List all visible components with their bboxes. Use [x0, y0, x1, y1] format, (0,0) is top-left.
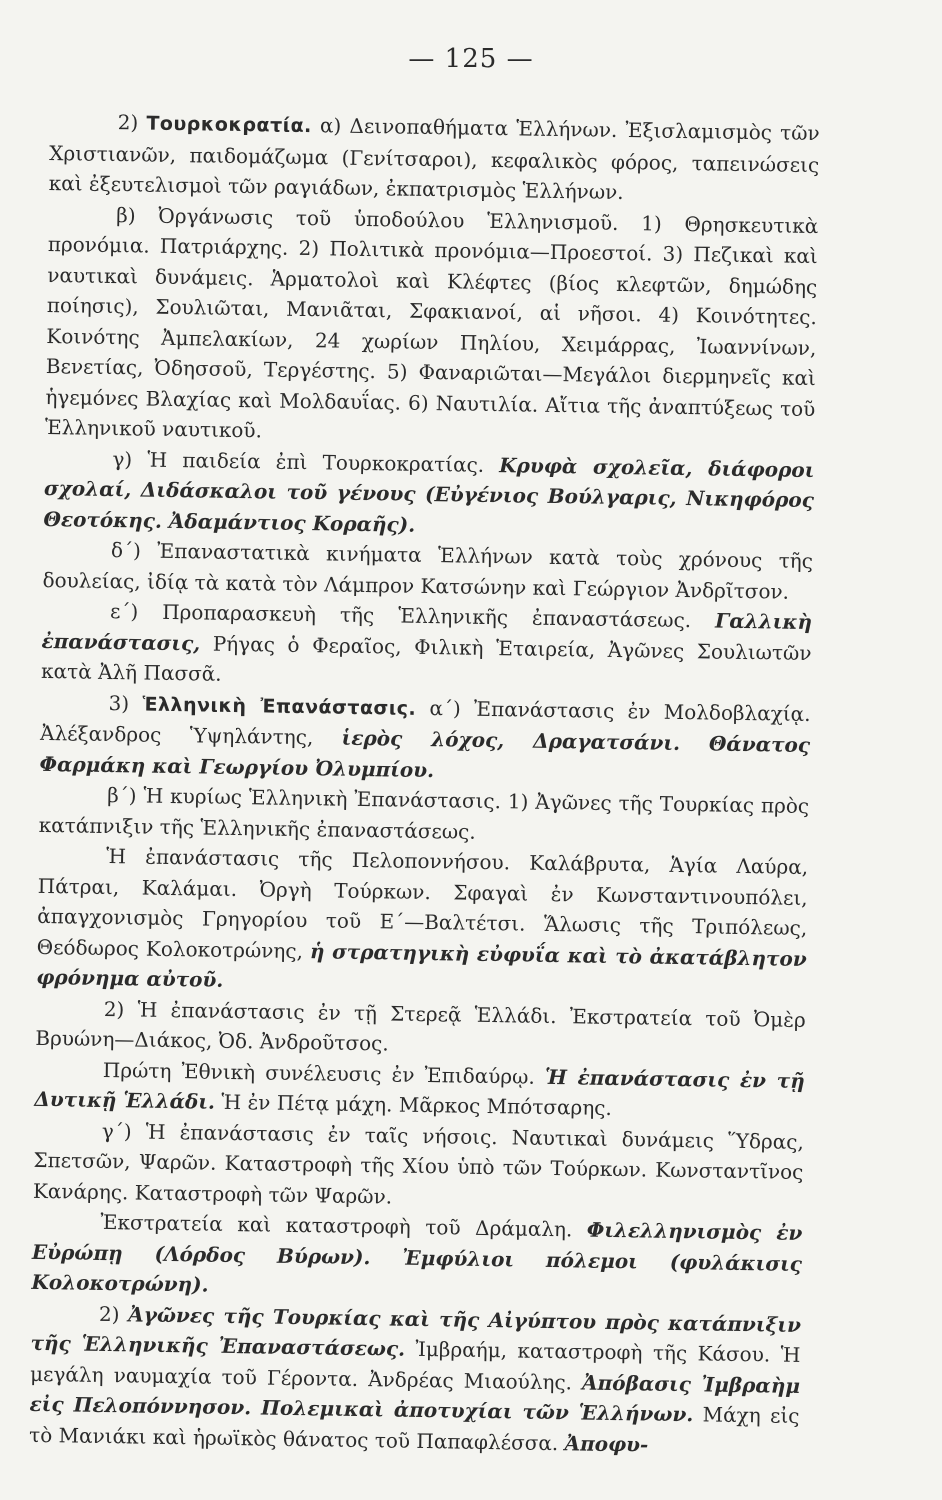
section-heading: Τουρκοκρατία. [146, 112, 313, 138]
emphasized-text: Φιλελληνισμὸς ἐν Εὐρώπῃ (Λόρδος Βύρων). Ἐμφύλιοι πόλεμοι (φυλάκισις Κολοκοτρώνη). [31, 1217, 803, 1297]
text-run: α) Δεινοπαθήματα Ἑλλήνων. Ἐξισλαμισμὸς τῶν Χριστιανῶν, παιδομάζωμα (Γενίτσαροι), κεφαλικὸς φόρος, ταπεινώσεις καὶ ἐξευτελισμοὶ τῶν ραγιάδων, ἐκπατρισμὸς Ἑλλήνων. [48, 113, 820, 205]
emphasized-text: ἡ στρατηγικὴ εὐφυΐα καὶ τὸ ἀκατάβλητον φρόνημα αὐτοῦ. [36, 938, 807, 992]
text-run: γ) Ἡ παιδεία ἐπὶ Τουρκοκρατίας. [112, 446, 500, 477]
text-run: 2) Ἡ ἐπανάστασις ἐν τῇ Στερεᾷ Ἑλλάδι. Ἐκστρατεία τοῦ Ὀμὲρ Βρυώνη—Διάκος, Ὀδ. Ἀνδροῦτσος. [35, 996, 806, 1056]
paragraph-elliniki-epanastasis [39, 686, 810, 791]
emphasized-text: Γαλλικὴ ἐπανάστασις, [41, 608, 813, 655]
paragraph-epidavros [34, 1053, 805, 1126]
text-run: γ΄) Ἡ ἐπανάστασις ἐν ταῖς νήσοις. Ναυτικαὶ δυνάμεις Ὕδρας, Σπετσῶν, Ψαρῶν. Καταστροφὴ τῆς Χίου ὑπὸ τῶν Τούρκων. Κωνσταντῖνος Κανάρης. Καταστροφὴ τῶν Ψαρῶν. [32, 1118, 805, 1209]
emphasized-text: ἱερὸς λόχος, Δραγατσάνι. Θάνατος Φαρμάκη καὶ Γεωργίου Ὀλυμπίου. [39, 725, 811, 782]
page-text [29, 106, 820, 1462]
paragraph-tourkokratia [49, 106, 820, 211]
text-run: β) Ὀργάνωσις τοῦ ὑποδούλου Ἑλληνισμοῦ. 1) Θρησκευτικὰ προνόμια. Πατριάρχης. 2) Πολιτικὰ προνόμια—Προεστοί. 3) Πεζικαὶ καὶ ναυτικαὶ δυνάμεις. Ἁρματολοὶ καὶ Κλέφτες (βίος κλεφτῶν, δημώδης ποίησις), Σουλιῶται, Μανιᾶται, Σφακιανοί, αἱ νῆσοι. 4) Κοινότητες. Κοινότης Ἀμπελακίων, 24 χωρίων Πηλίου, Χειμάρρας, Ἰωαννίνων, Βενετίας, Ὀδησσοῦ, Τεργέστης. 5) Φαναριῶται—Μεγάλοι διερμηνεῖς καὶ ἡγεμόνες Βλαχίας καὶ Μολδαυΐας. 6) Ναυτιλία. Αἴτια τῆς ἀναπτύξεως τοῦ Ἑλληνικοῦ ναυτικοῦ. [44, 202, 819, 443]
paragraph-organosis [45, 198, 819, 454]
paragraph-paideia [43, 442, 814, 546]
text-run: Μάχη εἰς τὸ Μανιάκι καὶ ἡρωϊκὸς θάνατος τοῦ Παπαφλέσσα. [28, 1402, 800, 1455]
text-run: Ἡ ἐπανάστασις τῆς Πελοποννήσου. Καλάβρυτα, Ἁγία Λαύρα, Πάτραι, Καλάμαι. Ὀργὴ Τούρκων. Σφαγαὶ ἐν Κωνσταντινουπόλει, ἀπαγχονισμὸς Γρηγορίου τοῦ Ε΄—Βαλτέτσι. Ἅλωσις τῆς Τριπόλεως, Θεόδωρος Κολοκοτρώνης, [36, 843, 809, 963]
emphasized-text: Ἀπόβασις Ἰμβραὴμ εἰς Πελοπόννησον. Πολεμικαὶ ἀποτυχίαι τῶν Ἑλλήνων. [29, 1370, 801, 1427]
text-run: α΄) Ἐπανάστασις ἐν Μολδοβλαχίᾳ. Ἀλέξανδρος Ὑψηλάντης, [39, 695, 811, 750]
text-run: Ρήγας ὁ Φεραῖος, Φιλικὴ Ἑταιρεία, Ἀγῶνες Σουλιωτῶν κατὰ Ἀλῆ Πασσᾶ. [40, 630, 812, 686]
paragraph-proparaskevi [41, 595, 812, 699]
paragraph-peloponnisos [36, 840, 808, 1005]
emphasized-text: Ἀποφυ- [564, 1430, 649, 1457]
text-run: 2) [98, 1301, 129, 1326]
text-run: Πρώτη Ἐθνικὴ συνέλευσις ἐν Ἐπιδαύρῳ. [102, 1057, 546, 1089]
text-run: Ἡ ἐν Πέτᾳ μάχη. Μᾶρκος Μπότσαρης. [214, 1089, 613, 1120]
text-run: β΄) Ἡ κυρίως Ἑλληνικὴ Ἐπανάστασις. 1) Ἀγῶνες τῆς Τουρκίας πρὸς κατάπνιξιν τῆς Ἑλληνικῆς ἐπαναστάσεως. [38, 782, 810, 844]
text-run: ε΄) Προπαρασκευὴ τῆς Ἑλληνικῆς ἐπαναστάσεως. [109, 599, 716, 633]
text-run: 3) [108, 690, 143, 716]
page-number: — 125 — [408, 44, 534, 74]
paragraph-sterea [35, 992, 806, 1065]
text-run: δ΄) Ἐπαναστατικὰ κινήματα Ἑλλήνων κατὰ τοὺς χρόνους τῆς δουλείας, ἰδίᾳ τὰ κατὰ τὸν Λάμπρον Κατσώνην καὶ Γεώργιον Ἀνδρῖτσον. [42, 538, 814, 604]
text-run: 2) [117, 110, 147, 135]
paragraph-nisoi [33, 1114, 804, 1218]
emphasized-text: Ἀγῶνες τῆς Τουρκίας καὶ τῆς Αἰγύπτου πρὸς κατάπνιξιν τῆς Ἑλληνικῆς Ἐπαναστάσεως. [30, 1301, 802, 1361]
section-heading: Ἑλληνικὴ Ἐπανάστασις. [142, 693, 417, 720]
text-run: Ἐκστρατεία καὶ καταστροφὴ τοῦ Δράμαλη. [100, 1209, 588, 1242]
paragraph-dramalis [31, 1206, 802, 1310]
emphasized-text: Ἡ ἐπανάστασις ἐν τῇ Δυτικῇ Ἑλλάδι. [34, 1064, 805, 1114]
text-run: Ἰμβραήμ, καταστροφὴ τῆς Κάσου. Ἡ μεγάλη ναυμαχία τοῦ Γέροντα. Ἀνδρέας Μιαούλης. [29, 1336, 801, 1395]
paragraph-tourkia-aigyptos [29, 1297, 801, 1462]
emphasized-text: Κρυφὰ σχολεῖα, διάφοροι σχολαί, Διδάσκαλοι τοῦ γένους (Εὐγένιος Βούλγαρις, Νικηφόρος Θεοτόκης. Ἀδαμάντιος Κοραῆς). [43, 452, 815, 537]
